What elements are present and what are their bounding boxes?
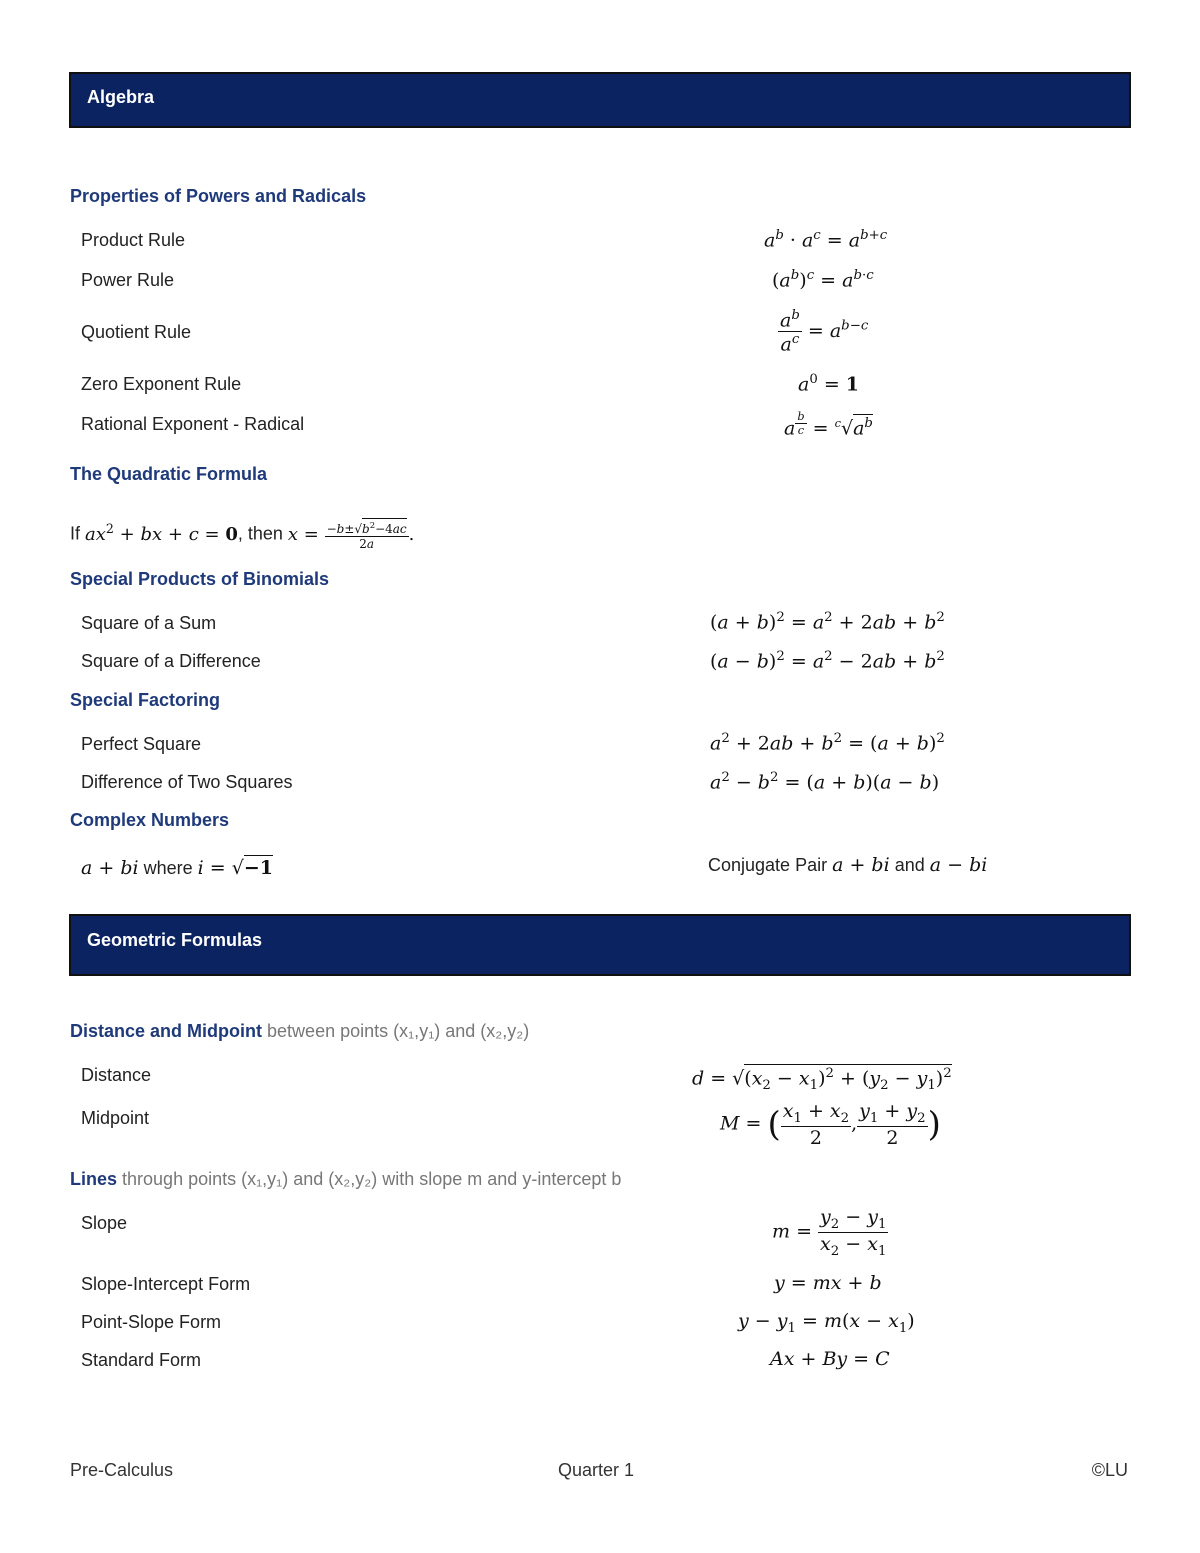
label-power-rule: Power Rule bbox=[81, 270, 175, 290]
label-standard-form: Standard Form bbox=[81, 1350, 202, 1370]
formula-distance: $d = √(x_2 - x_1)^2 + (y_2 - y_1)^2$ bbox=[692, 1066, 952, 1094]
label-square-sum: Square of a Sum bbox=[81, 613, 217, 633]
footer-copyright: ©LU bbox=[1091, 1460, 1128, 1480]
formula-perfect-square: $a^2 + 2ab + b^2 = (a + b)^2$ bbox=[710, 731, 945, 755]
heading-distance: Distance and Midpoint between points (x₁,y₁) and (x₂,y₂) bbox=[70, 1021, 530, 1041]
label-difference-squares: Difference of Two Squares bbox=[81, 772, 293, 792]
heading-binomials: Special Products of Binomials bbox=[70, 569, 330, 589]
heading-complex: Complex Numbers bbox=[70, 810, 230, 830]
section-banner-geometric bbox=[69, 914, 1131, 976]
formula-slope-intercept: y = mx + b bbox=[774, 1272, 882, 1294]
complex-conjugate: Conjugate Pair a + bi and a − bi bbox=[708, 854, 988, 876]
label-rational-exponent: Rational Exponent - Radical bbox=[81, 414, 305, 434]
label-point-slope: Point-Slope Form bbox=[81, 1312, 222, 1332]
label-quotient-rule: Quotient Rule bbox=[81, 322, 192, 342]
formula-rational-exponent: a $^{\frac{b}{c}}$ = $^c√a^b$ bbox=[784, 410, 873, 440]
footer-course: Pre-Calculus bbox=[70, 1460, 174, 1480]
section-title: Geometric Formulas bbox=[87, 930, 263, 950]
formula-point-slope: $y - y_1 = m(x - x_1)$ bbox=[738, 1310, 915, 1336]
label-product-rule: Product Rule bbox=[81, 230, 186, 250]
formula-difference-squares: $a^2 - b^2 = (a + b)(a - b)$ bbox=[710, 770, 940, 794]
formula-quotient-rule: $\frac{a^b}{a^c}$ = $a^{b-c}$ bbox=[780, 308, 869, 356]
footer-quarter: Quarter 1 bbox=[558, 1460, 635, 1480]
label-midpoint: Midpoint bbox=[81, 1108, 150, 1128]
label-distance: Distance bbox=[81, 1065, 152, 1085]
formula-square-sum: $(a + b)^2 = a^2 + 2ab + b^2$ bbox=[710, 610, 945, 634]
formula-power-rule: $(a^b)^c = a^{b\cdot c}$ bbox=[772, 268, 874, 292]
formula-square-difference: $(a - b)^2 = a^2 - 2ab + b^2$ bbox=[710, 649, 945, 673]
formula-product-rule: $a^b \cdot a^c = a^{b+c}$ bbox=[764, 228, 888, 252]
heading-powers: Properties of Powers and Radicals bbox=[70, 186, 367, 206]
formula-zero-exponent: $a^0 = 1$ bbox=[798, 372, 860, 396]
section-title: Algebra bbox=[87, 87, 155, 107]
heading-factoring: Special Factoring bbox=[70, 690, 221, 710]
heading-quadratic: The Quadratic Formula bbox=[70, 464, 268, 484]
quadratic-formula-line: If $ax^2$ + bx + c = 0, then x = $\frac{-b\pm√b^2-4ac}{2a}$ . bbox=[70, 520, 415, 551]
heading-lines: Lines through points (x₁,y₁) and (x₂,y₂) with slope m and y-intercept b bbox=[70, 1169, 622, 1189]
label-square-difference: Square of a Difference bbox=[81, 651, 261, 671]
section-banner-algebra bbox=[69, 72, 1131, 128]
label-slope: Slope bbox=[81, 1213, 128, 1233]
formula-standard-form: Ax + By = C bbox=[770, 1348, 890, 1370]
label-slope-intercept: Slope-Intercept Form bbox=[81, 1274, 251, 1294]
label-zero-exponent: Zero Exponent Rule bbox=[81, 374, 242, 394]
complex-definition: a + bi where i = √−1 bbox=[81, 857, 273, 879]
formula-slope: m = $\frac{y_2 - y_1}{x_2 - x_1}$ bbox=[772, 1206, 887, 1259]
label-perfect-square: Perfect Square bbox=[81, 734, 202, 754]
formula-midpoint: M = ( $\frac{x_1 + x_2}{2}$ , $\frac{y_1 + y_2}{2}$ ) bbox=[720, 1100, 941, 1149]
